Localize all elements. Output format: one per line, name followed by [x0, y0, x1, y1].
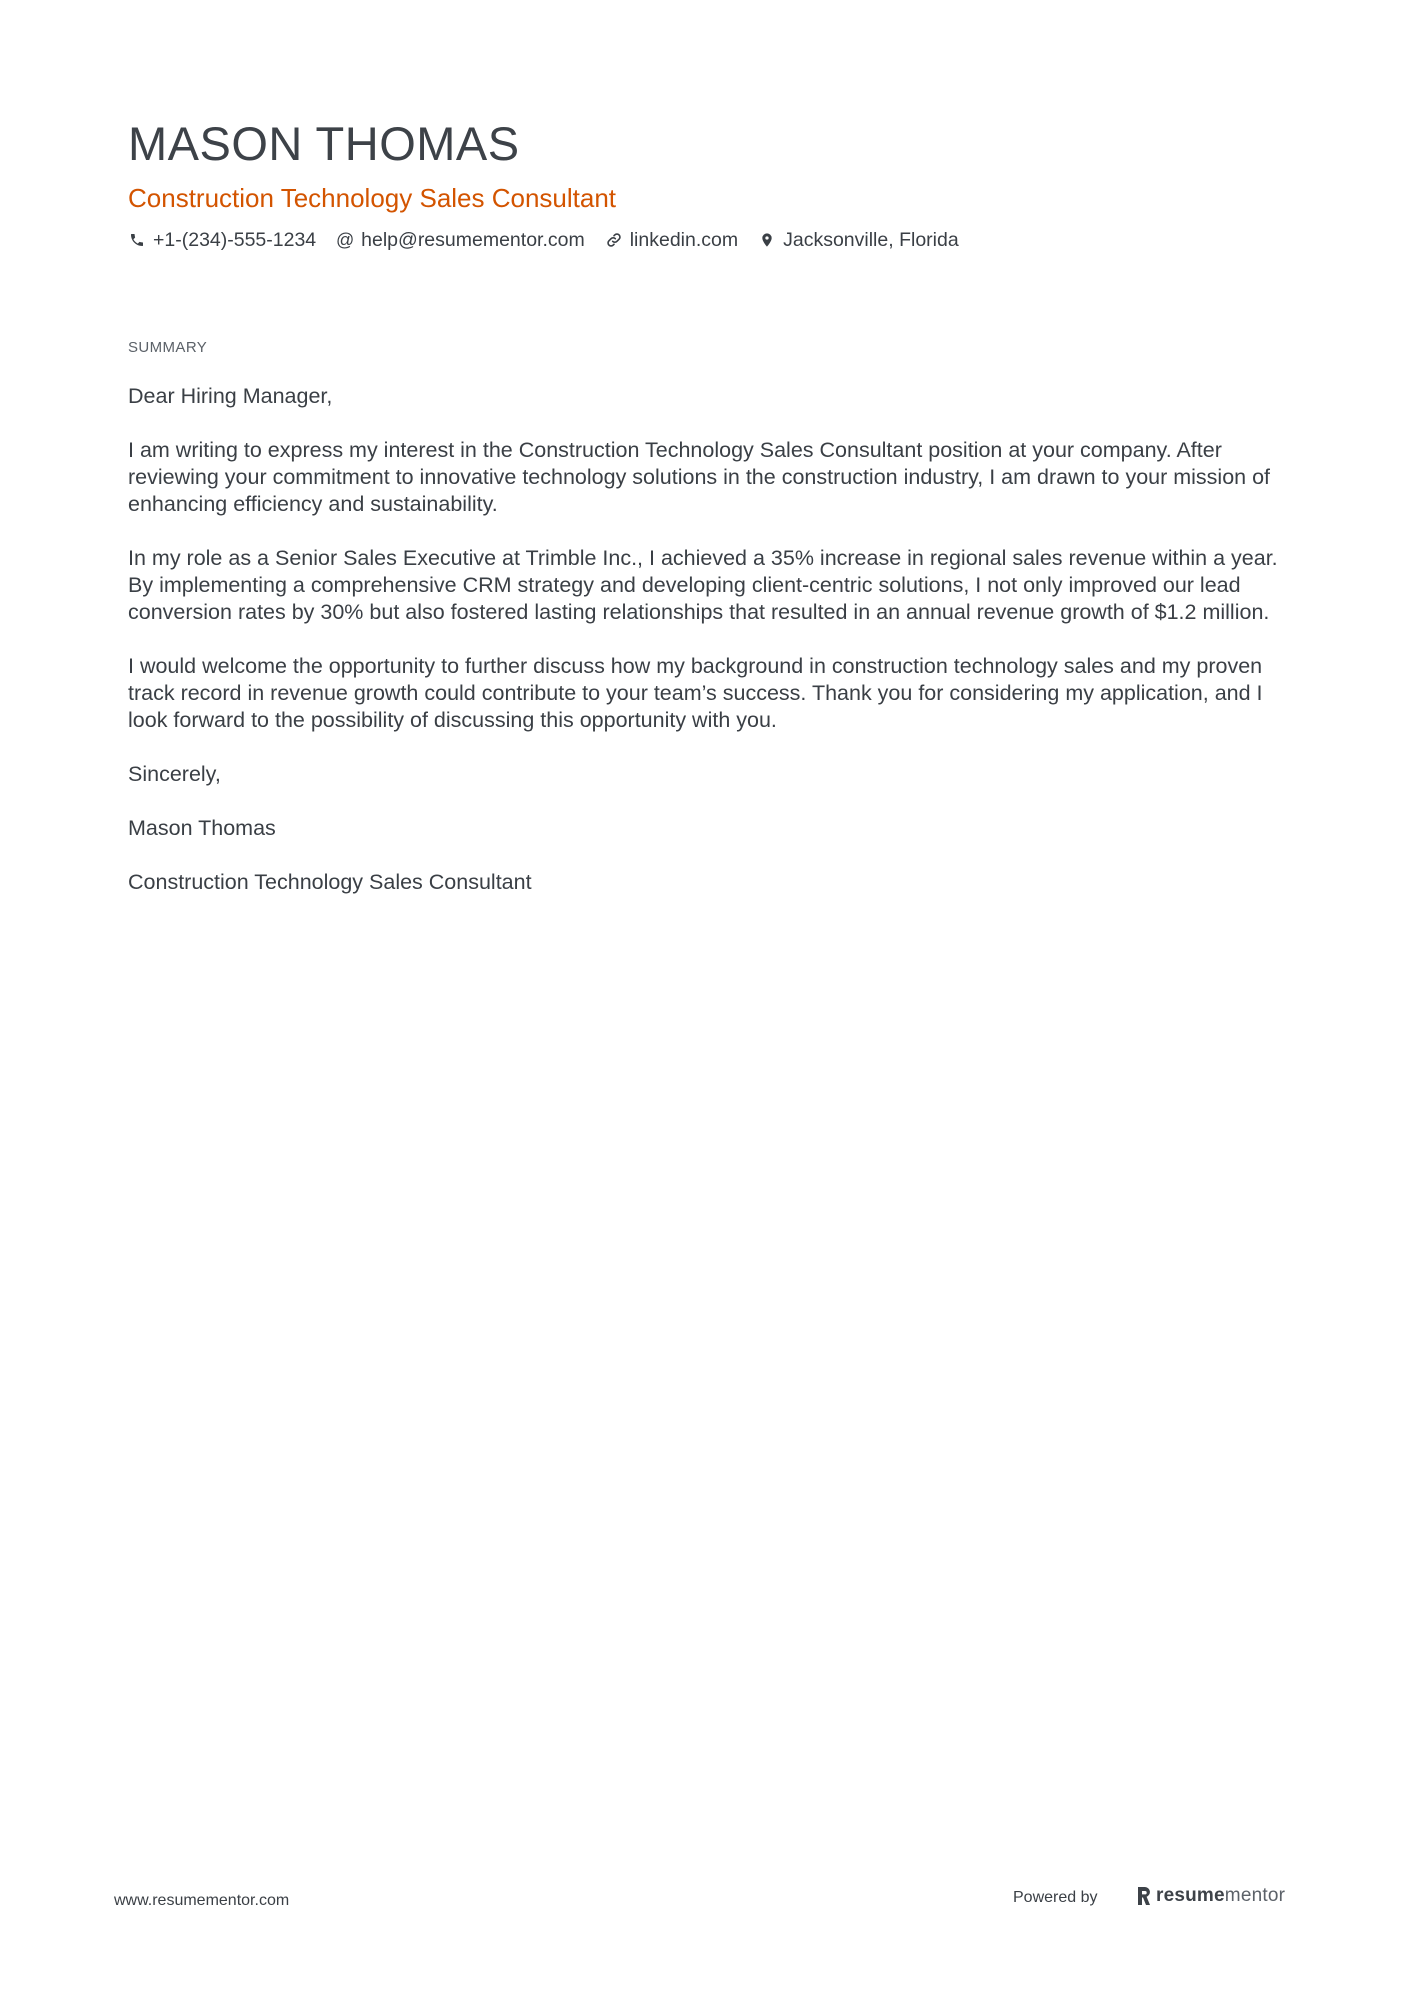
phone-text: +1-(234)-555-1234	[153, 229, 317, 251]
website-link[interactable]: linkedin.com	[629, 229, 739, 251]
summary-heading: SUMMARY	[128, 339, 208, 356]
contact-email	[336, 226, 585, 254]
resumementor-logo-icon	[1136, 1886, 1152, 1906]
signature-name: Mason Thomas	[128, 816, 276, 840]
job-title: Construction Technology Sales Consultant	[128, 183, 617, 213]
email-link[interactable]: help@resumementor.com	[361, 229, 585, 251]
at-sign-icon: @	[336, 230, 355, 250]
brand-name-bold: resume	[1156, 1885, 1225, 1906]
contact-location	[758, 226, 959, 254]
powered-by-text: Powered by	[1013, 1889, 1098, 1906]
closing: Sincerely,	[128, 762, 221, 786]
letter-paragraph: In my role as a Senior Sales Executive at Trimble Inc., I achieved a 35% increase in regional sales revenue within a year. By implementing a comprehensive CRM strategy and developing client-centric solutions, I not only improved our lead conversion rates by 30% but also fostered lasting relationships that resulted in an annual revenue growth of $1.2 million.	[128, 546, 1278, 624]
brand-logo[interactable]	[1136, 1883, 1285, 1909]
signature-title: Construction Technology Sales Consultant	[128, 870, 532, 894]
map-pin-icon	[758, 231, 776, 249]
letter-body	[128, 383, 1288, 923]
link-icon	[605, 231, 623, 249]
contact-bar	[128, 226, 979, 254]
letter-paragraph: I would welcome the opportunity to further discuss how my background in construction technology sales and my proven track record in revenue growth could contribute to your team’s success. Thank you for considering my application, and I look forward to the possibility of discussing this opportunity with you.	[128, 654, 1263, 732]
phone-icon	[128, 231, 146, 249]
letter-paragraph: I am writing to express my interest in the Construction Technology Sales Consultant position at your company. After reviewing your commitment to innovative technology solutions in the construction industry, I am drawn to your mission of enhancing efficiency and sustainability.	[128, 438, 1271, 516]
brand-name-light: mentor	[1224, 1885, 1286, 1906]
footer-url-link[interactable]: www.resumementor.com	[114, 1892, 290, 1909]
candidate-name: MASON THOMAS	[128, 117, 520, 170]
location-text: Jacksonville, Florida	[783, 229, 959, 251]
salutation: Dear Hiring Manager,	[128, 384, 333, 408]
contact-phone	[128, 226, 316, 254]
contact-website	[605, 226, 738, 254]
